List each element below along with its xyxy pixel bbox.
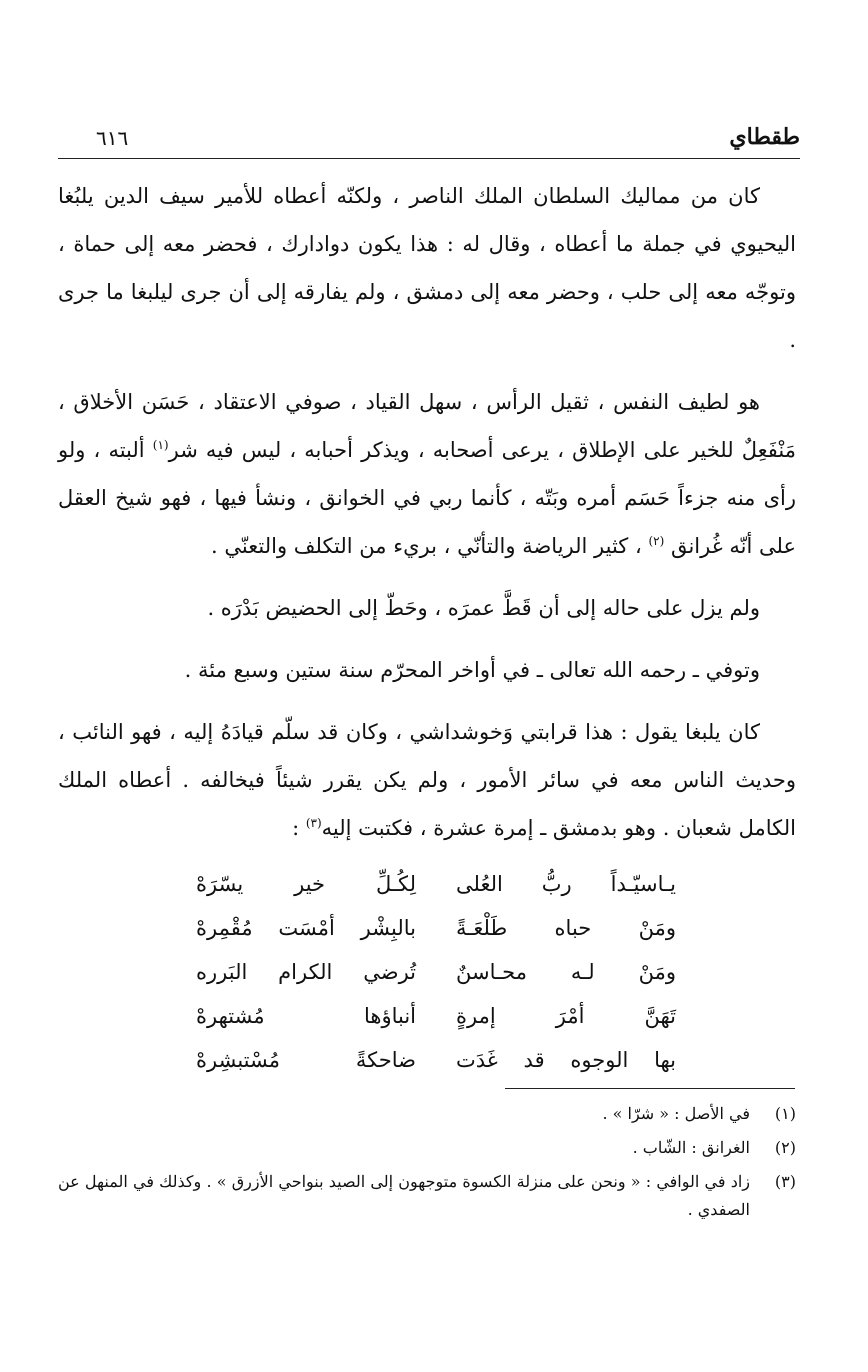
paragraph-5-text: كان يلبغا يقول : هذا قرابتي وَخوشداشي ، وكان قد سلّم قيادَهُ إليه ، فهو النائب ، وحديث الناس معه في سائر الأمور ، ولم يكن يقرر شيئاً فيخالفه . أعطاه الملك الكامل شعبان . وهو بدمشق ـ إمرة عشرة ، فكتبت إليه <box>58 720 796 840</box>
footnote-ref-3: (٣) <box>305 816 322 830</box>
footnote <box>58 1134 796 1162</box>
footnotes <box>58 1100 796 1230</box>
paragraph-3: ولم يزل على حاله إلى أن قَطَّ عمرَه ، وحَطّ إلى الحضيض بَدْرَه . <box>207 596 760 620</box>
verse-right-hemistich: ومَنْ لـه محـاسنٌ <box>456 960 676 984</box>
footnote-number: (٢) <box>774 1138 796 1157</box>
verse-left-hemistich: أنباؤها مُشتهرهْ <box>196 1004 416 1028</box>
footnote <box>58 1168 796 1224</box>
poem <box>196 862 676 1082</box>
verse-left-hemistich: تُرضي الكرام البَرره <box>196 960 416 984</box>
paragraph-2-part-2: ألبته ، ولو رأى منه جزءاً حَسَم أمره وبَتّه ، كأنما ربي في الخوانق ، ونشأ فيها ، فهو شيخ العقل على أنّه غُرانق <box>58 438 796 558</box>
footnote-ref-2: (٢) <box>648 534 665 548</box>
verse-right-hemistich: يـاسيّـداً ربُّ العُلى <box>456 872 676 896</box>
paragraph-5-colon: : <box>292 816 300 840</box>
paragraph-2-part-3: ، كثير الرياضة والتأنّي ، بريء من التكلف والتعنّي . <box>211 534 642 558</box>
footnote-divider <box>505 1088 795 1089</box>
verse-right-hemistich: بها الوجوه قد غَدَت <box>456 1048 676 1072</box>
footnote-text: في الأصل : « شرّا » . <box>602 1104 750 1123</box>
verse-left-hemistich: بالبِشْر أمْسَت مُقْمِرهْ <box>196 916 416 940</box>
footnote <box>58 1100 796 1128</box>
paragraph-1: كان من مماليك السلطان الملك الناصر ، ولكنّه أعطاه للأمير سيف الدين يلبُغا اليحيوي في جملة ما أعطاه ، وقال له : هذا يكون دوادارك ، فحضر معه إلى حماة ، وتوجّه معه إلى حلب ، وحضر معه إلى دمشق ، ولم يفارقه إلى أن جرى ليلبغا ما جرى . <box>58 184 796 352</box>
verse-line <box>196 862 676 906</box>
footnote-text: زاد في الوافي : « ونحن على منزلة الكسوة متوجهون إلى الصيد بنواحي الأزرق » . وكذلك في المنهل عن الصفدي . <box>58 1172 750 1219</box>
verse-right-hemistich: تَهَنَّ أمْرَ إمرةٍ <box>456 1004 676 1028</box>
verse-right-hemistich: ومَنْ حباه طَلْعَـةً <box>456 916 676 940</box>
footnote-text: الغرانق : الشّاب . <box>632 1138 750 1157</box>
verse-line <box>196 994 676 1038</box>
page-header <box>58 118 800 159</box>
page-number: ٦١٦ <box>96 126 129 150</box>
footnote-number: (١) <box>774 1104 796 1123</box>
paragraph-4: وتوفي ـ رحمه الله تعالى ـ في أواخر المحرّم سنة ستين وسبع مئة . <box>184 658 760 682</box>
main-text <box>58 172 796 866</box>
paragraph-2 <box>58 378 796 570</box>
footnote-ref-1: (١) <box>152 438 169 452</box>
paragraph-5 <box>58 708 796 852</box>
footnote-number: (٣) <box>774 1172 796 1191</box>
verse-line <box>196 950 676 994</box>
verse-left-hemistich: ضاحكةً مُسْتبشِرهْ <box>196 1048 416 1072</box>
verse-line <box>196 906 676 950</box>
verse-left-hemistich: لِكُـلِّ خير يسّرَهْ <box>196 872 416 896</box>
paragraph-2-part-1: هو لطيف النفس ، ثقيل الرأس ، سهل القياد ، صوفي الاعتقاد ، حَسَن الأخلاق ، مَنْفَعِلٌ للخير على الإطلاق ، يرعى أصحابه ، ويذكر أحبابه ، ليس فيه شر <box>58 390 796 462</box>
verse-line <box>196 1038 676 1082</box>
running-head: طقطاي <box>729 124 800 150</box>
